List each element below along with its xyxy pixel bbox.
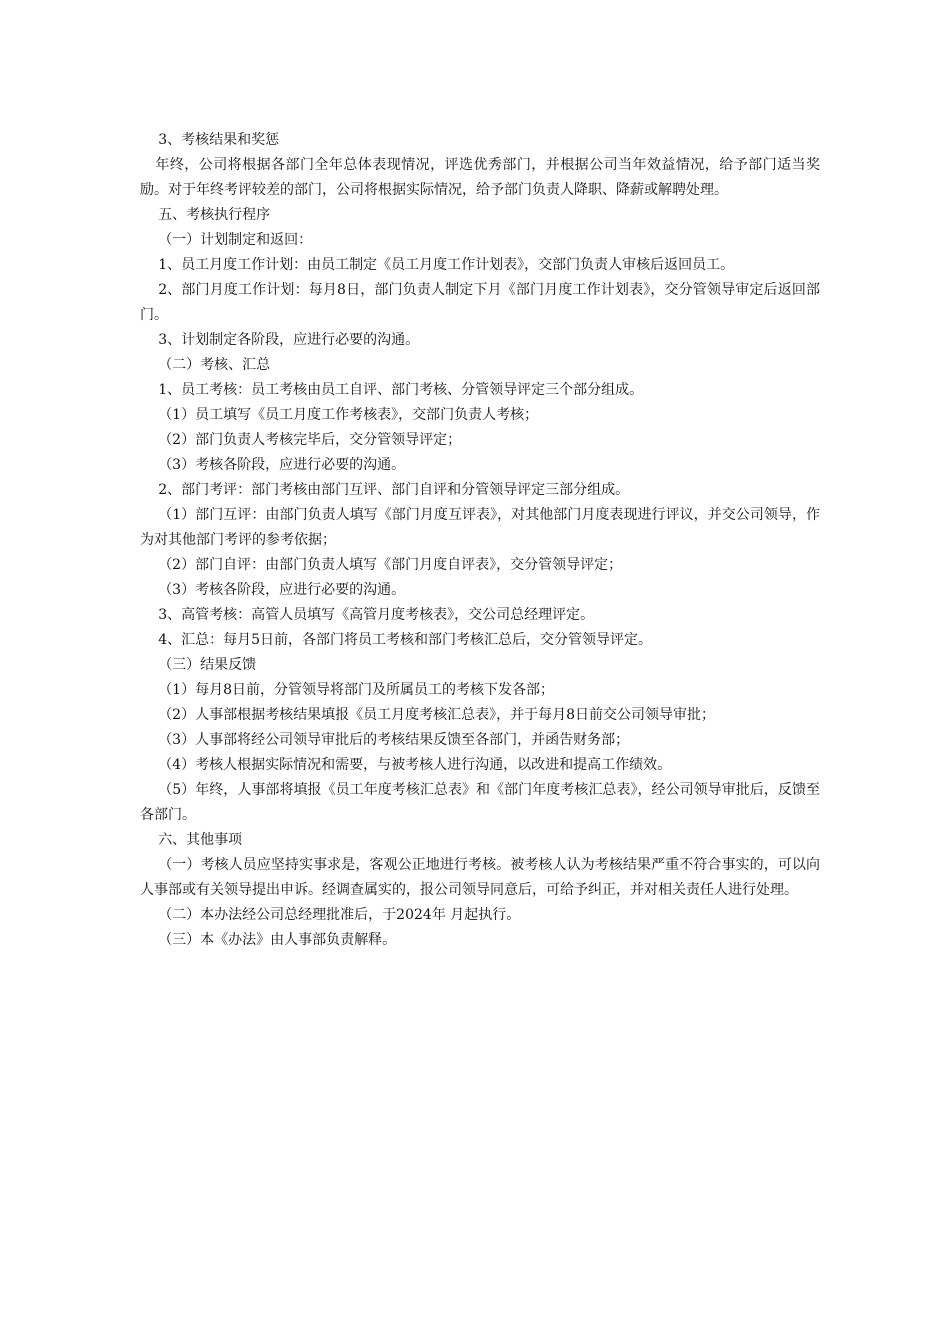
paragraph: （5）年终，人事部将填报《员工年度考核汇总表》和《部门年度考核汇总表》，经公司领导审批后，反馈至各部门。: [140, 782, 820, 823]
paragraph: （2）人事部根据考核结果填报《员工月度考核汇总表》，并于每月8日前交公司领导审批；: [158, 707, 715, 723]
paragraph: 3、考核结果和奖惩: [158, 132, 280, 148]
paragraph: 2、部门月度工作计划：每月8日，部门负责人制定下月《部门月度工作计划表》，交分管领导审定后返回部门。: [140, 282, 820, 323]
paragraph: （1）部门互评：由部门负责人填写《部门月度互评表》，对其他部门月度表现进行评议，并交公司领导，作为对其他部门考评的参考依据；: [140, 507, 820, 548]
subsection-heading: （三）结果反馈: [158, 657, 257, 673]
paragraph: （3）考核各阶段，应进行必要的沟通。: [158, 582, 406, 598]
paragraph: （二）本办法经公司总经理批准后，于2024年 月起执行。: [158, 907, 521, 923]
document-body: [140, 128, 820, 953]
section-heading: 六、其他事项: [158, 832, 243, 848]
paragraph: 2、部门考评：部门考核由部门互评、部门自评和分管领导评定三部分组成。: [158, 482, 630, 498]
paragraph: （三）本《办法》由人事部负责解释。: [158, 932, 397, 948]
paragraph: （1）每月8日前，分管领导将部门及所属员工的考核下发各部；: [158, 682, 555, 698]
paragraph: （3）人事部将经公司领导审批后的考核结果反馈至各部门，并函告财务部；: [158, 732, 630, 748]
paragraph: 3、计划制定各阶段，应进行必要的沟通。: [158, 332, 420, 348]
paragraph: 3、高管考核：高管人员填写《高管月度考核表》，交公司总经理评定。: [158, 607, 595, 623]
paragraph: 1、员工考核：员工考核由员工自评、部门考核、分管领导评定三个部分组成。: [158, 382, 644, 398]
subsection-heading: （二）考核、汇总: [158, 357, 271, 373]
paragraph: （一）考核人员应坚持实事求是，客观公正地进行考核。被考核人认为考核结果严重不符合事实的，可以向人事部或有关领导提出申诉。经调查属实的，报公司领导同意后，可给予纠正，并对相关责任人进行处理。: [140, 857, 820, 898]
paragraph: 年终，公司将根据各部门全年总体表现情况，评选优秀部门，并根据公司当年效益情况，给予部门适当奖励。对于年终考评较差的部门，公司将根据实际情况，给予部门负责人降职、降薪或解聘处理。: [140, 157, 820, 198]
paragraph: （2）部门自评：由部门负责人填写《部门月度自评表》，交分管领导评定；: [158, 557, 623, 573]
paragraph: 4、汇总：每月5日前，各部门将员工考核和部门考核汇总后，交分管领导评定。: [158, 632, 652, 648]
section-heading: 五、考核执行程序: [158, 207, 271, 223]
paragraph: （4）考核人根据实际情况和需要，与被考核人进行沟通，以改进和提高工作绩效。: [158, 757, 672, 773]
paragraph: （1）员工填写《员工月度工作考核表》，交部门负责人考核；: [158, 407, 539, 423]
paragraph: （3）考核各阶段，应进行必要的沟通。: [158, 457, 406, 473]
paragraph: 1、员工月度工作计划：由员工制定《员工月度工作计划表》，交部门负责人审核后返回员工。: [158, 257, 735, 273]
paragraph: （2）部门负责人考核完毕后，交分管领导评定；: [158, 432, 462, 448]
subsection-heading: （一）计划制定和返回：: [158, 232, 313, 248]
